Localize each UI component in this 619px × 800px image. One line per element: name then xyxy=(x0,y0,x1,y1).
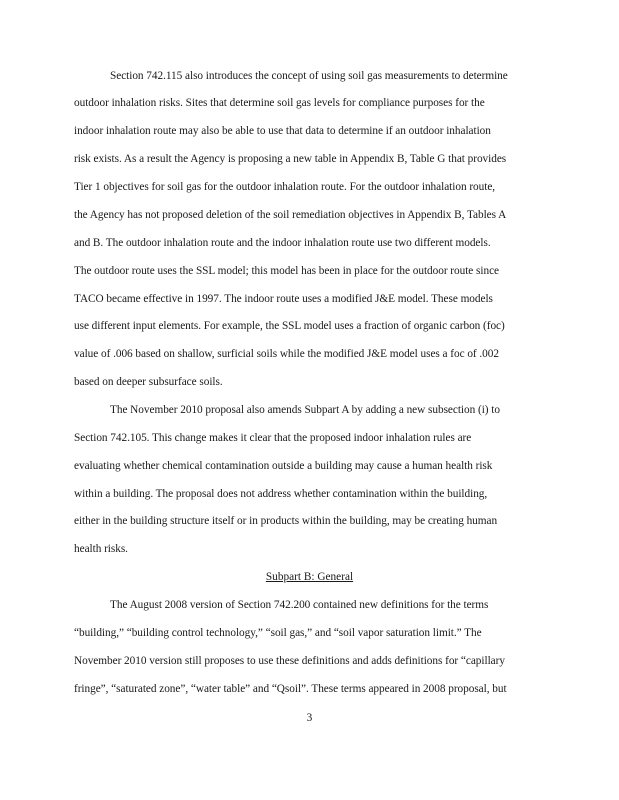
page-number: 3 xyxy=(306,712,313,724)
text-line: The November 2010 proposal also amends Subpart A by adding a new subsection (i) to xyxy=(110,404,500,416)
text-line: indoor inhalation route may also be able to use that data to determine if an outdoor inhalation xyxy=(74,125,491,137)
text-line: and B. The outdoor inhalation route and the indoor inhalation route use two different models. xyxy=(74,237,491,249)
section-heading: Subpart B: General xyxy=(265,571,354,583)
text-line: health risks. xyxy=(74,543,128,555)
text-line: based on deeper subsurface soils. xyxy=(74,376,223,388)
text-line: either in the building structure itself or in products within the building, may be creating human xyxy=(74,515,498,527)
text-line: value of .006 based on shallow, surficial soils while the modified J&E model uses a foc of .002 xyxy=(74,348,499,360)
text-line: Tier 1 objectives for soil gas for the outdoor inhalation route. For the outdoor inhalation route, xyxy=(74,181,496,193)
text-line: Section 742.115 also introduces the concept of using soil gas measurements to determine xyxy=(110,70,508,82)
text-line: the Agency has not proposed deletion of the soil remediation objectives in Appendix B, Tables A xyxy=(74,209,507,221)
text-line: risk exists. As a result the Agency is proposing a new table in Appendix B, Table G that provides xyxy=(74,153,507,165)
text-line: “building,” “building control technology,” “soil gas,” and “soil vapor saturation limit.” The xyxy=(74,627,482,639)
text-line: use different input elements. For example, the SSL model uses a fraction of organic carbon (foc) xyxy=(74,320,505,332)
text-line: November 2010 version still proposes to use these definitions and adds definitions for “capillary xyxy=(74,655,505,667)
text-line: within a building. The proposal does not address whether contamination within the building, xyxy=(74,488,488,500)
text-line: outdoor inhalation risks. Sites that determine soil gas levels for compliance purposes for the xyxy=(74,97,485,109)
text-line: The August 2008 version of Section 742.200 contained new definitions for the terms xyxy=(110,599,489,611)
text-line: TACO became effective in 1997. The indoor route uses a modified J&E model. These models xyxy=(74,293,493,305)
text-line: Section 742.105. This change makes it clear that the proposed indoor inhalation rules are xyxy=(74,432,472,444)
text-line: fringe”, “saturated zone”, “water table” and “Qsoil”. These terms appeared in 2008 proposal, but xyxy=(74,683,507,695)
text-line: The outdoor route uses the SSL model; this model has been in place for the outdoor route since xyxy=(74,265,500,277)
text-line: evaluating whether chemical contamination outside a building may cause a human health risk xyxy=(74,460,493,472)
